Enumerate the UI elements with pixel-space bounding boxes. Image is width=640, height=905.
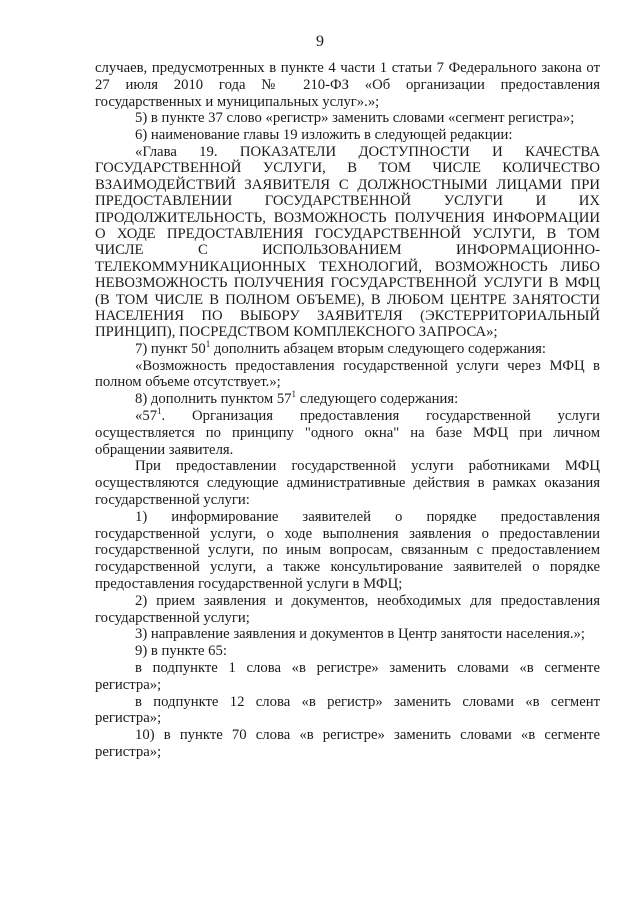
p57-text: «57 — [135, 408, 158, 425]
paragraph-action-1: 1) информирование заявителей о порядке предоставления государственной услуги, о ходе выполнения заявления о предоставлении государственной услуги, по иным вопросам, связанным с предоставлением государственной услуги, а также консультирование заявителей о порядке предоставления государственной услуги в МФЦ; — [95, 508, 600, 593]
item-7-superscript: 1 — [205, 338, 211, 349]
paragraph-chapter-19-title: «Глава 19. ПОКАЗАТЕЛИ ДОСТУПНОСТИ И КАЧЕСТВА ГОСУДАРСТВЕННОЙ УСЛУГИ, В ТОМ ЧИСЛЕ КОЛИЧЕСТВО ВЗАИМОДЕЙСТВИЙ ЗАЯВИТЕЛЯ С ДОЛЖНОСТНЫМИ ЛИЦАМИ ПРИ ПРЕДОСТАВЛЕНИИ ГОСУДАРСТВЕННОЙ УСЛУГИ И ИХ ПРОДОЛЖИТЕЛЬНОСТЬ, ВОЗМОЖНОСТЬ ПОЛУЧЕНИЯ ИНФОРМАЦИИ О ХОДЕ ПРЕДОСТАВЛЕНИЯ ГОСУДАРСТВЕННОЙ УСЛУГИ, В ТОМ ЧИСЛЕ С ИСПОЛЬЗОВАНИЕМ ИНФОРМАЦИОННО-ТЕЛЕКОММУНИКАЦИОННЫХ ТЕХНОЛОГИЙ, ВОЗМОЖНОСТЬ ЛИБО НЕВОЗМОЖНОСТЬ ПОЛУЧЕНИЯ ГОСУДАРСТВЕННОЙ УСЛУГИ В МФЦ (В ТОМ ЧИСЛЕ В ПОЛНОМ ОБЪЕМЕ), В ЛЮБОМ ЦЕНТРЕ ЗАНЯТОСТИ НАСЕЛЕНИЯ ПО ВЫБОРУ ЗАЯВИТЕЛЯ (ЭКСТЕРРИТОРИАЛЬНЫЙ ПРИНЦИП), ПОСРЕДСТВОМ КОМПЛЕКСНОГО ЗАПРОСА»; — [95, 143, 600, 341]
item-8-text: 8) дополнить пунктом 57 — [135, 391, 292, 408]
item-8-superscript: 1 — [291, 389, 297, 400]
item-7-text-end: дополнить абзацем вторым следующего содержания: — [210, 340, 546, 357]
p57-text-end: . Организация предоставления государственной услуги осуществляется по принципу "одного окна" на базе МФЦ при личном обращении заявителя. — [95, 408, 600, 458]
paragraph-item-6: 6) наименование главы 19 изложить в следующей редакции: — [135, 127, 513, 144]
item-8-text-end: следующего содержания: — [296, 391, 459, 408]
paragraph-item-7 — [95, 338, 600, 358]
paragraph-item-9-sub-12: в подпункте 12 слова «в регистр» заменить словами «в сегмент регистра»; — [95, 693, 600, 727]
paragraph-item-10: 10) в пункте 70 слова «в регистре» заменить словами «в сегменте регистра»; — [95, 727, 600, 760]
paragraph-item-5: 5) в пункте 37 слово «регистр» заменить словами «сегмент регистра»; — [135, 110, 575, 127]
item-7-text: 7) пункт 50 — [135, 340, 206, 357]
paragraph-57-1 — [95, 408, 600, 458]
page-number: 9 — [316, 33, 324, 50]
paragraph-mfc-quote: «Возможность предоставления государственной услуги через МФЦ в полном объеме отсутствует.»; — [95, 357, 600, 391]
paragraph-action-2: 2) прием заявления и документов, необходимых для предоставления государственной услуги; — [95, 592, 600, 626]
paragraph-item-9: 9) в пункте 65: — [135, 643, 227, 660]
paragraph-item-9-sub-1: в подпункте 1 слова «в регистре» заменить словами «в сегменте регистра»; — [95, 660, 600, 693]
paragraph-mfc-actions: При предоставлении государственной услуги работниками МФЦ осуществляются следующие административные действия в рамках оказания государственной услуги: — [95, 458, 600, 509]
document-body — [95, 60, 600, 761]
paragraph-continuation: случаев, предусмотренных в пункте 4 части 1 статьи 7 Федерального закона от 27 июля 2010 года № 210-ФЗ «Об организации предоставления государственных и муниципальных услуг».»; — [95, 60, 600, 110]
paragraph-item-8 — [95, 391, 600, 408]
p57-superscript: 1 — [157, 406, 162, 417]
paragraph-action-3: 3) направление заявления и документов в Центр занятости населения.»; — [135, 626, 585, 643]
